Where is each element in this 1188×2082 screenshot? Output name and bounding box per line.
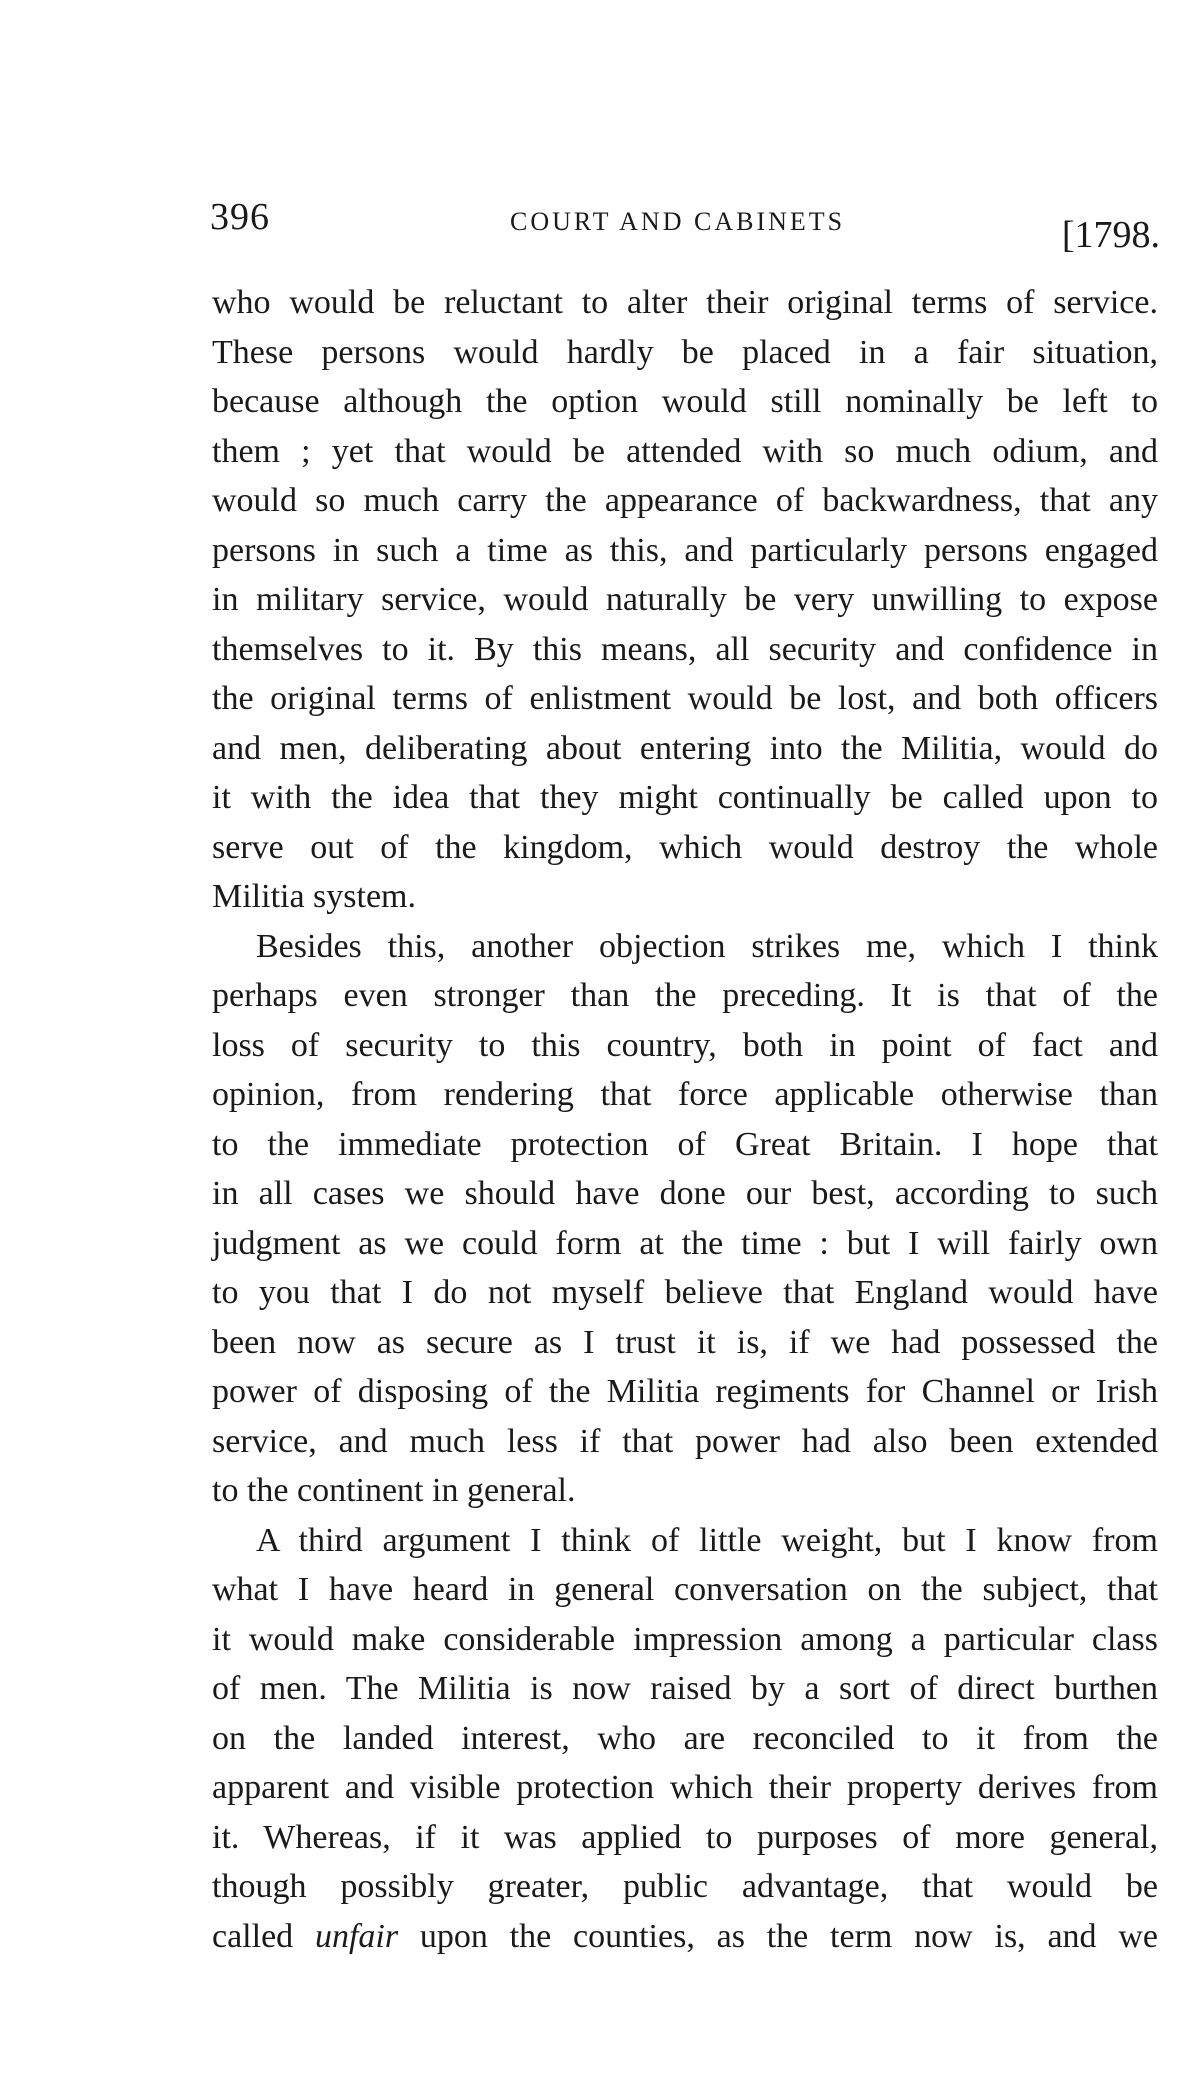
text-line: Besides this, another objection strikes me, which I think: [256, 927, 1158, 965]
text-line: loss of security to this country, both in point of fact and: [212, 1026, 1158, 1064]
text-line: Militia system.: [212, 878, 416, 915]
text-line: been now as secure as I trust it is, if we had possessed the: [212, 1323, 1158, 1361]
text-line: to the continent in general.: [212, 1472, 576, 1509]
text-line: to the immediate protection of Great Britain. I hope that: [212, 1125, 1158, 1163]
paragraph-3: [212, 1516, 1158, 1962]
text-line: power of disposing of the Militia regiments for Channel or Irish: [212, 1373, 1158, 1410]
text-line: what I have heard in general conversation on the subject, that: [212, 1571, 1158, 1608]
paragraph-1: [212, 278, 1158, 922]
text-line: on the landed interest, who are reconciled to it from the: [212, 1719, 1158, 1757]
page-number: 396: [210, 196, 270, 238]
text-line: serve out of the kingdom, which would destroy the whole: [212, 828, 1158, 866]
text-line: it with the idea that they might continually be called upon to: [212, 779, 1158, 816]
text-line: who would be reluctant to alter their original terms of service.: [212, 284, 1158, 321]
text-line: the original terms of enlistment would be lost, and both officers: [212, 680, 1158, 717]
paragraph-2: [212, 922, 1158, 1516]
text-line: though possibly greater, public advantage, that would be: [212, 1868, 1158, 1905]
text-line: service, and much less if that power had also been extended: [212, 1422, 1158, 1460]
text-segment: upon the counties, as the term now is, and we: [398, 1917, 1158, 1955]
text-line: because although the option would still nominally be left to: [212, 383, 1158, 420]
text-segment: called: [212, 1917, 315, 1955]
text-line: opinion, from rendering that force applicable otherwise than: [212, 1076, 1158, 1113]
text-line: in all cases we should have done our best, according to such: [212, 1175, 1158, 1212]
running-title: COURT AND CABINETS: [510, 207, 846, 236]
text-line: would so much carry the appearance of backwardness, that any: [212, 482, 1158, 519]
text-line: it would make considerable impression among a particular class: [212, 1620, 1158, 1658]
text-line: them ; yet that would be attended with so much odium, and: [212, 432, 1158, 470]
text-line: and men, deliberating about entering into the Militia, would do: [212, 729, 1158, 767]
text-line: persons in such a time as this, and particularly persons engaged: [212, 531, 1158, 569]
text-line: judgment as we could form at the time : but I will fairly own: [212, 1224, 1158, 1262]
text-line: apparent and visible protection which their property derives from: [212, 1769, 1158, 1806]
text-line: themselves to it. By this means, all security and confidence in: [212, 630, 1158, 668]
text-line: to you that I do not myself believe that England would have: [212, 1274, 1158, 1311]
text-line: [212, 1912, 1158, 1962]
text-line: in military service, would naturally be very unwilling to expose: [212, 581, 1158, 618]
emphasized-word: unfair: [314, 1917, 399, 1955]
text-line: it. Whereas, if it was applied to purposes of more general,: [212, 1818, 1158, 1856]
text-line: perhaps even stronger than the preceding. It is that of the: [212, 977, 1158, 1014]
text-line: These persons would hardly be placed in a fair situation,: [212, 333, 1158, 371]
page-body: [212, 278, 1158, 1961]
running-header: [210, 195, 1160, 255]
header-year: [1798.: [1061, 214, 1160, 256]
text-line: of men. The Militia is now raised by a sort of direct burthen: [212, 1670, 1158, 1707]
text-line: A third argument I think of little weight, but I know from: [256, 1521, 1158, 1559]
